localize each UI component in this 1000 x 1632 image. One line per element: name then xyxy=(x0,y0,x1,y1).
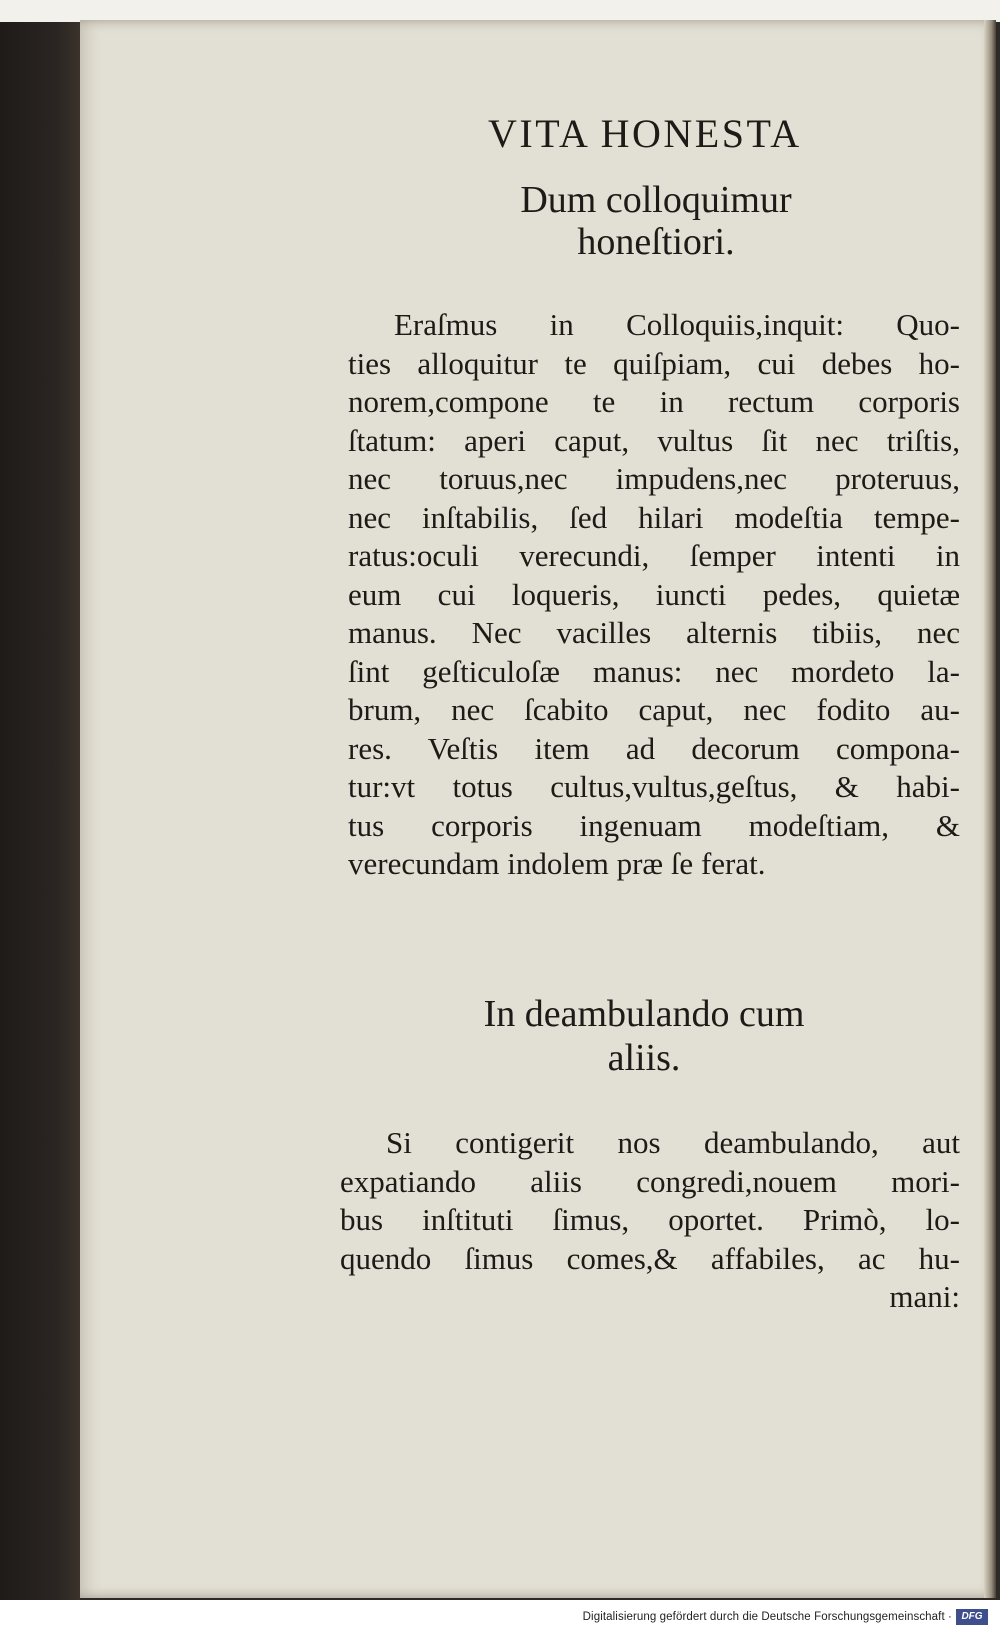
paragraph-line: brum, nec ſcabito caput, nec fodito au- xyxy=(348,692,960,727)
section-1-heading-line-1: Dum colloquimur xyxy=(520,179,792,221)
paragraph-line: manus. Nec vacilles alternis tibiis, nec xyxy=(348,615,960,650)
paragraph-line: ſint geſticuloſæ manus: nec mordeto la- xyxy=(348,653,960,689)
running-head: VITA HONESTA xyxy=(488,111,802,156)
section-1-paragraph xyxy=(348,306,960,884)
paragraph-line: ties alloquitur te quiſpiam, cui debes ho- xyxy=(348,345,960,381)
paragraph-line: norem,compone te in rectum corporis xyxy=(348,384,960,419)
paragraph-line: eum cui loqueris, iuncti pedes, quietæ xyxy=(348,576,960,612)
paragraph-line: nec inſtabilis, ſed hilari modeſtia tempe- xyxy=(348,499,960,535)
paragraph-line: Eraſmus in Colloquiis,inquit: Quo- xyxy=(394,307,960,342)
paragraph-line: quendo ſimus comes,& affabiles, ac hu- xyxy=(340,1240,960,1276)
paragraph-line: expatiando aliis congredi,nouem mori- xyxy=(340,1163,960,1199)
scan-background-left xyxy=(0,0,80,1632)
paragraph-line: tur:vt totus cultus,vultus,geſtus, & habi- xyxy=(348,769,960,804)
paragraph-line: verecundam indolem præ ſe ferat. xyxy=(348,846,766,881)
section-2-paragraph xyxy=(340,1124,960,1317)
catchword: mani: xyxy=(889,1279,960,1314)
section-2-heading-line-2: aliis. xyxy=(607,1037,681,1079)
section-1-heading-line-2: honeſtiori. xyxy=(577,221,735,263)
paragraph-line: ſtatum: aperi caput, vultus ſit nec triſtis, xyxy=(348,422,960,458)
section-2-heading-line-1: In deambulando cum xyxy=(483,993,805,1035)
paragraph-line: tus corporis ingenuam modeſtiam, & xyxy=(348,807,960,843)
paragraph-line: nec toruus,nec impudens,nec proteruus, xyxy=(348,461,960,496)
digitization-credit: Digitalisierung gefördert durch die Deutsche Forschungsgemeinschaft · xyxy=(582,1611,952,1623)
paragraph-line: Si contigerit nos deambulando, aut xyxy=(386,1125,960,1160)
paragraph-line: bus inſtituti ſimus, oportet. Primò, lo- xyxy=(340,1202,960,1237)
page-gutter-edge xyxy=(984,20,996,1598)
paragraph-line: res. Veſtis item ad decorum compona- xyxy=(348,730,960,766)
dfg-logo: DFG xyxy=(956,1609,988,1625)
paragraph-line: ratus:oculi verecundi, ſemper intenti in xyxy=(348,538,960,573)
scan-background-top xyxy=(0,0,1000,22)
